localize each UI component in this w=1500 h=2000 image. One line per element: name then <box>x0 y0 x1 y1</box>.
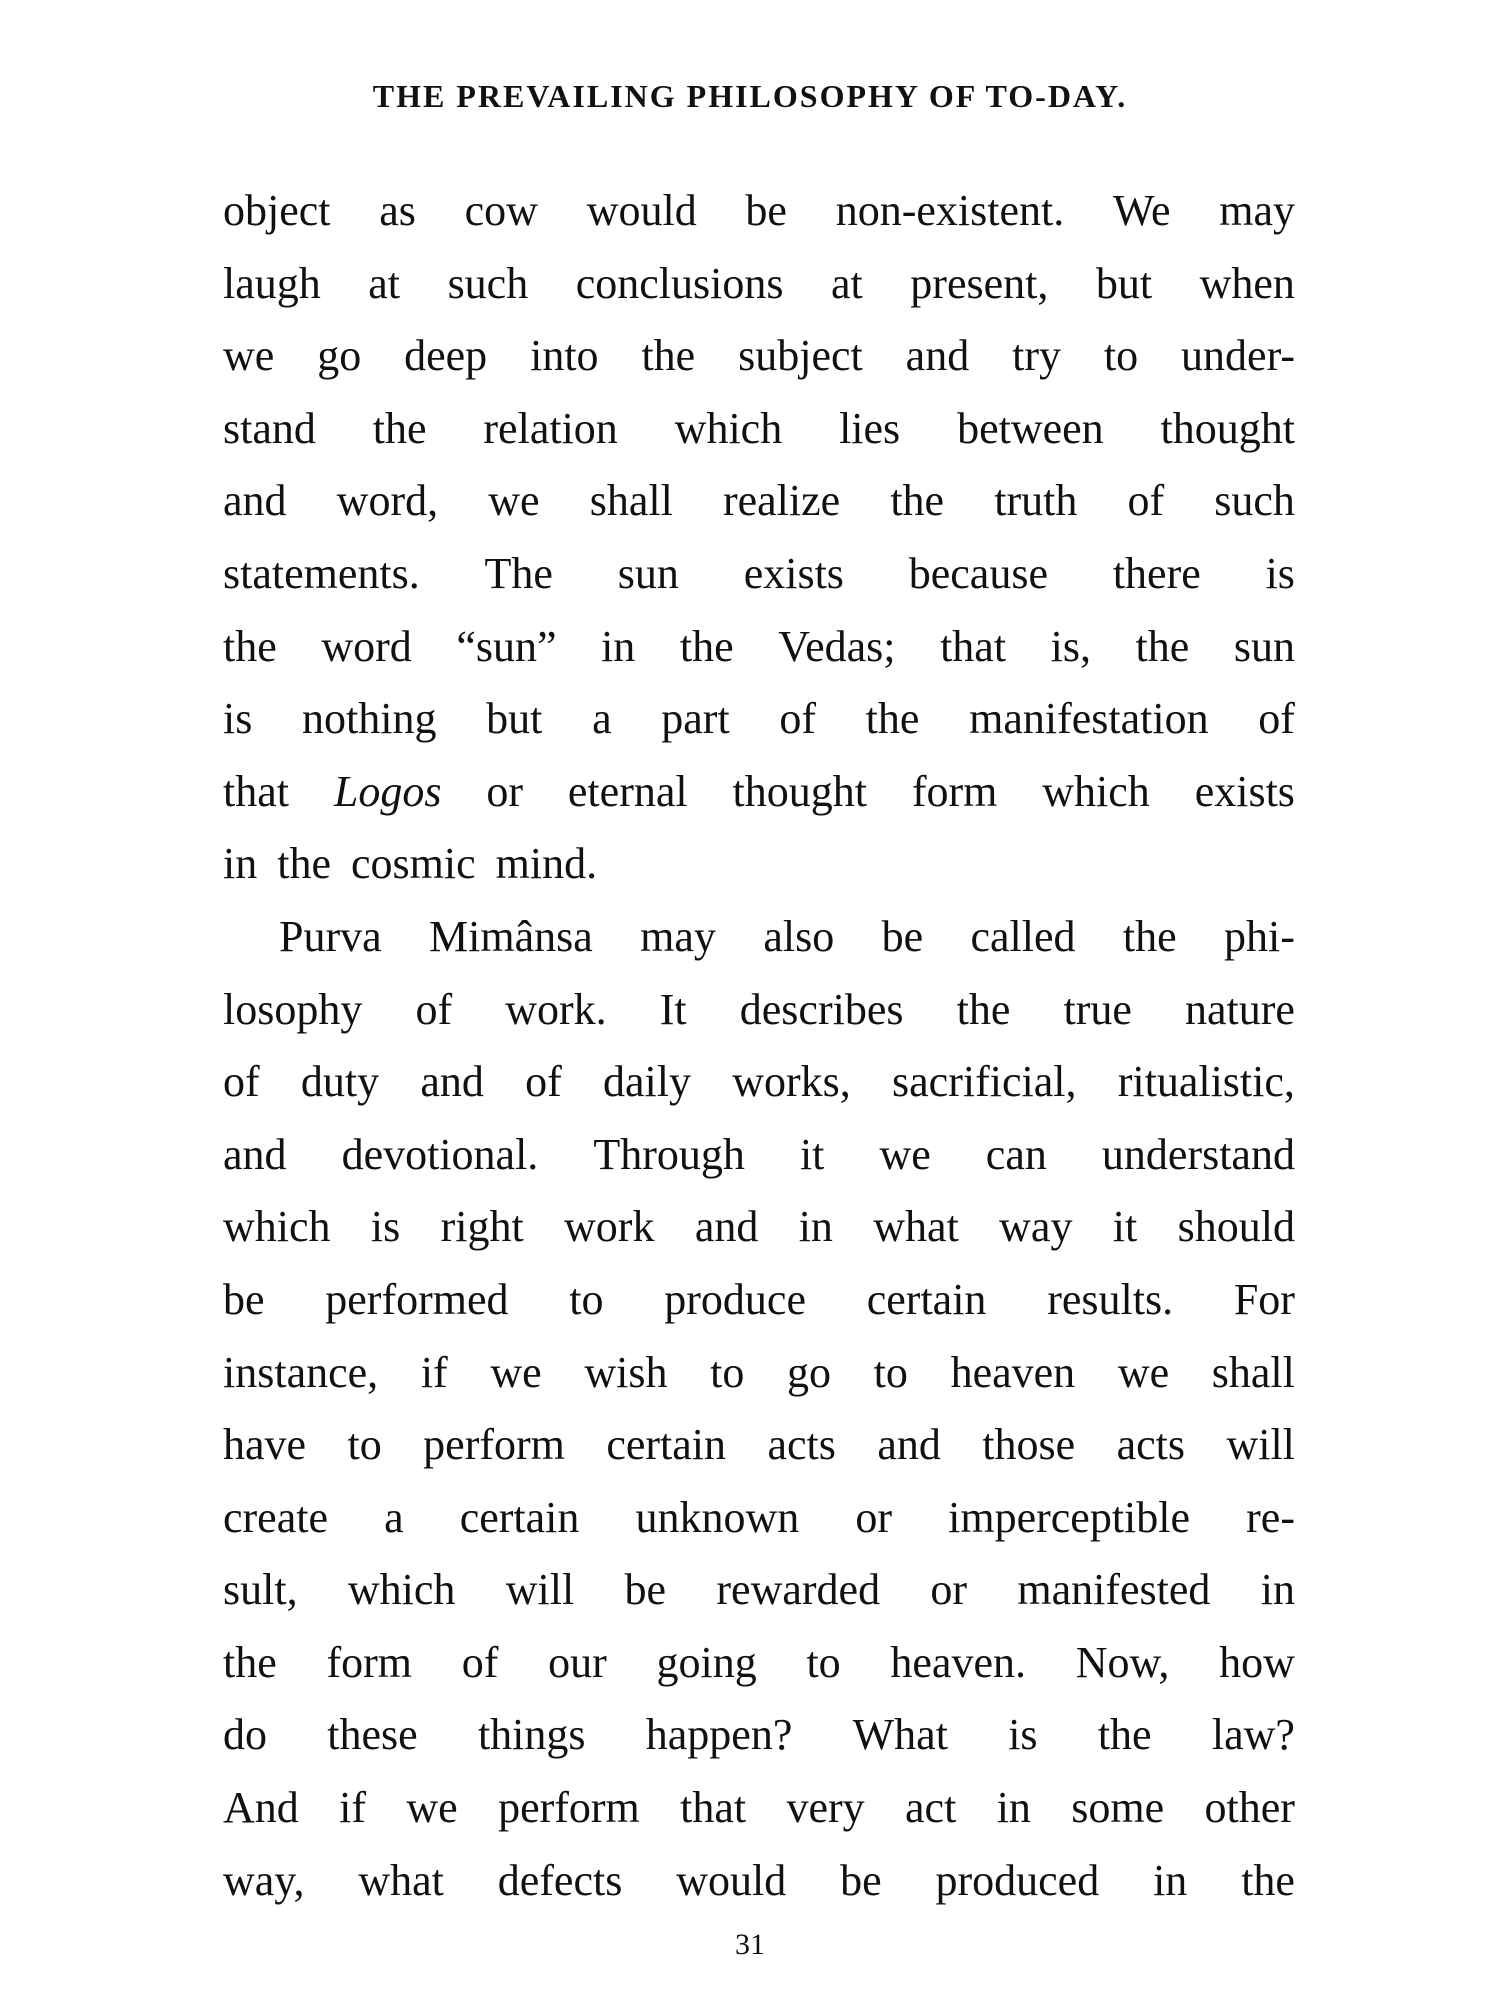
word: Now, <box>1075 1637 1170 1687</box>
word: a <box>592 694 612 744</box>
word: is <box>223 694 253 744</box>
word: how <box>1219 1637 1295 1687</box>
text-line <box>223 1772 1295 1845</box>
word: sun <box>617 548 679 598</box>
word: form <box>911 766 998 816</box>
text-line <box>223 393 1295 466</box>
word: be <box>745 186 787 235</box>
word: thought <box>1160 403 1295 453</box>
word: is, <box>1050 621 1091 671</box>
word: in <box>996 1783 1031 1833</box>
body-text <box>223 175 1295 1917</box>
word: do <box>223 1710 267 1760</box>
text-line <box>223 974 1295 1047</box>
word: work. <box>505 984 607 1034</box>
word: such <box>447 258 529 308</box>
word: to <box>710 1347 745 1397</box>
word: Through <box>593 1129 745 1179</box>
text-line <box>223 1845 1295 1918</box>
word: the <box>1241 1855 1295 1905</box>
word: in <box>601 621 636 671</box>
word: would <box>586 186 697 235</box>
word: ritualistic, <box>1117 1057 1295 1107</box>
word: create <box>223 1492 328 1542</box>
word: part <box>661 694 730 744</box>
word: performed <box>325 1274 509 1324</box>
word: very <box>786 1783 865 1833</box>
word: of <box>779 694 816 744</box>
word: phi- <box>1224 911 1295 961</box>
word: in <box>1153 1855 1188 1905</box>
word: subject <box>738 331 863 381</box>
word: object <box>223 186 331 235</box>
word: in <box>798 1202 833 1252</box>
text-line <box>223 683 1295 756</box>
word: to <box>1103 331 1139 381</box>
word: is <box>370 1202 401 1252</box>
word: Purva <box>279 911 382 961</box>
word: Logos <box>333 766 442 816</box>
word: the <box>641 331 696 381</box>
word: is <box>1008 1710 1038 1760</box>
word: non-existent. <box>835 186 1065 235</box>
word: rewarded <box>716 1565 881 1615</box>
word: statements. <box>223 548 420 598</box>
word: or <box>486 766 524 816</box>
word: unknown <box>635 1492 800 1542</box>
word: at <box>831 258 863 308</box>
word: go <box>317 331 362 381</box>
text-line <box>223 1264 1295 1337</box>
word: conclusions <box>575 258 784 308</box>
word: eternal <box>567 766 688 816</box>
word: sult, <box>223 1565 298 1615</box>
word: realize <box>722 476 841 526</box>
word: some <box>1071 1783 1165 1833</box>
word: understand <box>1101 1129 1295 1179</box>
word: also <box>763 911 835 961</box>
text-line <box>223 1482 1295 1555</box>
word: we <box>879 1129 931 1179</box>
word: manifested <box>1017 1565 1211 1615</box>
text-line <box>223 1046 1295 1119</box>
word: should <box>1177 1202 1295 1252</box>
word: or <box>930 1565 968 1615</box>
word: stand <box>223 403 316 453</box>
word: relation <box>483 403 618 453</box>
word: be <box>223 1274 265 1324</box>
word: what <box>873 1202 959 1252</box>
word: acts <box>1116 1420 1186 1470</box>
word: re- <box>1246 1492 1295 1542</box>
word: exists <box>1194 766 1295 816</box>
word: deep <box>404 331 488 381</box>
word: nothing <box>302 694 437 744</box>
word: and <box>905 331 970 381</box>
running-head: THE PREVAILING PHILOSOPHY OF TO-DAY. <box>372 78 1128 114</box>
word: manifestation <box>969 694 1209 744</box>
word: nature <box>1185 984 1295 1034</box>
word: happen? <box>645 1710 793 1760</box>
word: be <box>840 1855 882 1905</box>
word: certain <box>459 1492 580 1542</box>
word: works, <box>732 1057 851 1107</box>
word: may <box>1219 186 1295 235</box>
word: the <box>865 694 920 744</box>
word: produced <box>935 1855 1100 1905</box>
word: form <box>326 1637 413 1687</box>
word: produce <box>664 1274 806 1324</box>
word: heaven. <box>890 1637 1026 1687</box>
word: daily <box>603 1057 691 1107</box>
word: devotional. <box>341 1129 539 1179</box>
word: wish <box>584 1347 668 1397</box>
word: Mimânsa <box>429 911 593 961</box>
word: way, <box>223 1855 305 1905</box>
word: the <box>1135 621 1190 671</box>
word: there <box>1112 548 1201 598</box>
word: we <box>223 331 275 381</box>
word: heaven <box>950 1347 1076 1397</box>
text-line <box>223 175 1295 248</box>
word: other <box>1204 1783 1295 1833</box>
text-line <box>223 1699 1295 1772</box>
word: sacrificial, <box>892 1057 1077 1107</box>
word: describes <box>739 984 904 1034</box>
word: instance, <box>223 1347 379 1397</box>
word: which <box>674 403 783 453</box>
word: of <box>1258 694 1295 744</box>
word: and <box>694 1202 759 1252</box>
word: the <box>679 621 734 671</box>
word: shall <box>1211 1347 1295 1397</box>
word: we <box>490 1347 542 1397</box>
word: certain <box>606 1420 727 1470</box>
word: the <box>223 1637 277 1687</box>
word: act <box>905 1783 957 1833</box>
word: The <box>484 548 553 598</box>
word: laugh <box>223 258 321 308</box>
word: under- <box>1181 331 1295 381</box>
text-line <box>223 901 1295 974</box>
word: our <box>548 1637 607 1687</box>
word: to <box>806 1637 841 1687</box>
word: that <box>680 1783 747 1833</box>
text-line <box>223 1409 1295 1482</box>
word: cosmic <box>351 839 476 889</box>
word: those <box>982 1420 1076 1470</box>
word: things <box>477 1710 586 1760</box>
word: thought <box>732 766 867 816</box>
word: we <box>406 1783 458 1833</box>
word: it <box>799 1129 825 1179</box>
word: in <box>223 839 258 889</box>
word: is <box>1265 548 1295 598</box>
word: What <box>852 1710 948 1760</box>
word: and <box>223 1129 287 1179</box>
word: into <box>530 331 599 381</box>
word: shall <box>589 476 673 526</box>
word: perform <box>423 1420 565 1470</box>
word: the <box>223 621 277 671</box>
word: of <box>461 1637 499 1687</box>
word: go <box>787 1347 832 1397</box>
word: the <box>956 984 1011 1034</box>
word: a <box>384 1492 404 1542</box>
word: Vedas; <box>778 621 896 671</box>
word: the <box>372 403 427 453</box>
word: losophy <box>223 984 363 1034</box>
word: which <box>223 1202 331 1252</box>
word: imperceptible <box>948 1492 1191 1542</box>
text-line <box>223 1119 1295 1192</box>
word: which <box>347 1565 456 1615</box>
word: to <box>569 1274 604 1324</box>
word: to <box>347 1420 382 1470</box>
text-line <box>223 538 1295 611</box>
word: going <box>656 1637 757 1687</box>
word: between <box>957 403 1104 453</box>
text-line <box>223 465 1295 538</box>
word: have <box>223 1420 307 1470</box>
text-line <box>223 320 1295 393</box>
word: when <box>1199 258 1295 308</box>
word: lies <box>839 403 901 453</box>
word: because <box>908 548 1048 598</box>
word: it <box>1112 1202 1138 1252</box>
word: of <box>415 984 453 1034</box>
word: exists <box>743 548 844 598</box>
word: be <box>624 1565 667 1615</box>
word: of <box>1127 476 1165 526</box>
text-line <box>223 1627 1295 1700</box>
text-line <box>223 611 1295 684</box>
word: as <box>379 186 416 235</box>
word: of <box>525 1057 562 1107</box>
text-line <box>223 248 1295 321</box>
word: if <box>420 1347 448 1397</box>
word: what <box>358 1855 444 1905</box>
text-line <box>223 1191 1295 1264</box>
word: of <box>223 1057 260 1107</box>
word: the <box>1097 1710 1152 1760</box>
word: It <box>659 984 687 1034</box>
word: present, <box>910 258 1049 308</box>
word: mind. <box>495 839 598 889</box>
word: way <box>999 1202 1073 1252</box>
word: We <box>1112 186 1171 235</box>
word: try <box>1012 331 1061 381</box>
word: sun <box>1233 621 1295 671</box>
word: that <box>223 766 289 816</box>
word: work <box>564 1202 655 1252</box>
word: can <box>985 1129 1047 1179</box>
text-line <box>223 828 1295 901</box>
word: but <box>486 694 543 744</box>
word: the <box>1122 911 1177 961</box>
word: will <box>505 1565 575 1615</box>
word: to <box>873 1347 908 1397</box>
word: For <box>1233 1274 1295 1324</box>
page-number: 31 <box>735 1928 765 1961</box>
word: which <box>1042 766 1150 816</box>
word: certain <box>866 1274 987 1324</box>
word: true <box>1063 984 1132 1034</box>
word: called <box>970 911 1076 961</box>
word: truth <box>994 476 1078 526</box>
text-line <box>223 756 1295 829</box>
word: and <box>223 476 287 526</box>
word: and <box>877 1420 941 1470</box>
word: the <box>277 839 331 889</box>
word: such <box>1214 476 1295 526</box>
word: and <box>420 1057 484 1107</box>
word: word, <box>336 476 439 526</box>
word: be <box>881 911 924 961</box>
word: And <box>223 1783 299 1833</box>
word: but <box>1095 258 1153 308</box>
word: defects <box>497 1855 623 1905</box>
word: these <box>327 1710 418 1760</box>
word: acts <box>767 1420 836 1470</box>
word: perform <box>498 1783 640 1833</box>
word: we <box>1117 1347 1170 1397</box>
word: would <box>676 1855 787 1905</box>
word: at <box>368 258 401 308</box>
word: if <box>339 1783 367 1833</box>
word: “sun” <box>456 621 557 671</box>
word: we <box>488 476 540 526</box>
word: duty <box>300 1057 380 1107</box>
word: word <box>321 621 412 671</box>
word: may <box>640 911 716 961</box>
word: the <box>890 476 945 526</box>
word: right <box>440 1202 524 1252</box>
text-line <box>223 1337 1295 1410</box>
word: that <box>940 621 1007 671</box>
word: law? <box>1211 1710 1295 1760</box>
word: results. <box>1047 1274 1174 1324</box>
word: or <box>855 1492 893 1542</box>
word: cow <box>464 186 538 235</box>
text-line <box>223 1554 1295 1627</box>
word: in <box>1260 1565 1295 1615</box>
word: will <box>1226 1420 1295 1470</box>
